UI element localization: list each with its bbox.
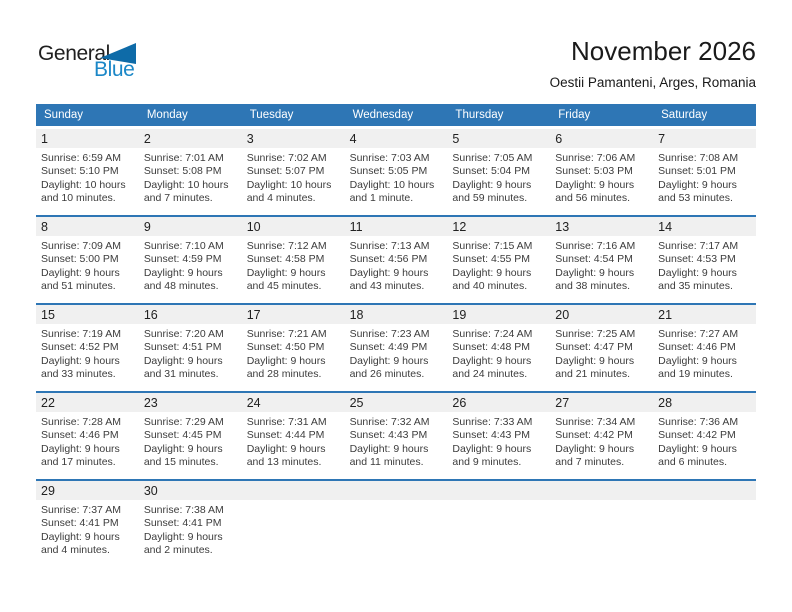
day-details (242, 500, 345, 504)
day-detail-line: Daylight: 9 hours (452, 266, 532, 279)
day-detail-line: and 45 minutes. (246, 279, 322, 292)
day-cell (345, 217, 448, 303)
day-detail-line: Daylight: 9 hours (452, 442, 532, 455)
day-detail-line: and 28 minutes. (246, 367, 322, 380)
day-header-cell: Sunday (44, 109, 84, 121)
day-detail-line: Daylight: 10 hours (41, 178, 126, 191)
day-detail-line: Sunset: 4:54 PM (555, 253, 633, 266)
day-cell (139, 393, 242, 479)
day-detail-line: and 35 minutes. (658, 279, 733, 292)
day-detail-line: and 26 minutes. (349, 367, 425, 380)
day-detail-line: and 7 minutes. (143, 191, 213, 204)
day-header-cell: Wednesday (352, 109, 414, 121)
day-number: 15 (36, 305, 139, 324)
day-detail-line: Sunrise: 7:34 AM (555, 416, 636, 428)
day-details (447, 324, 550, 381)
day-detail-line: Sunset: 4:47 PM (555, 341, 633, 354)
day-detail-line: Sunrise: 7:13 AM (349, 240, 430, 252)
week-row (36, 303, 756, 391)
day-detail-line: and 11 minutes. (349, 455, 424, 468)
day-number: 16 (139, 305, 242, 324)
day-detail-line: Sunset: 4:50 PM (246, 341, 325, 354)
day-details (653, 236, 756, 293)
day-details (345, 500, 448, 504)
day-detail-line: Daylight: 9 hours (246, 442, 326, 455)
day-detail-line: and 51 minutes. (41, 279, 116, 292)
day-cell (36, 217, 139, 303)
day-number: 5 (447, 129, 550, 148)
day-number: 6 (550, 129, 653, 148)
day-detail-line: Sunrise: 7:06 AM (555, 152, 636, 164)
day-number (653, 481, 756, 500)
day-detail-line: Sunset: 4:58 PM (246, 253, 325, 266)
page-subtitle: Oestii Pamanteni, Arges, Romania (549, 75, 756, 90)
day-detail-line: and 53 minutes. (658, 191, 733, 204)
week-row (36, 391, 756, 479)
day-detail-line: Sunset: 5:05 PM (349, 165, 428, 178)
day-detail-line: Sunset: 4:51 PM (143, 341, 222, 354)
day-cell (36, 305, 139, 391)
day-detail-line: Daylight: 9 hours (349, 442, 429, 455)
day-detail-line: and 17 minutes. (41, 455, 116, 468)
day-number: 23 (139, 393, 242, 412)
day-details (653, 500, 756, 504)
day-number: 24 (242, 393, 345, 412)
day-detail-line: and 13 minutes. (246, 455, 322, 468)
day-detail-line: Sunset: 4:53 PM (658, 253, 736, 266)
day-header-cell: Tuesday (249, 109, 294, 121)
day-detail-line: and 4 minutes. (41, 543, 110, 555)
day-number: 26 (447, 393, 550, 412)
day-number (242, 481, 345, 500)
day-detail-line: Daylight: 10 hours (143, 178, 229, 191)
week-row (36, 479, 756, 555)
day-number: 3 (242, 129, 345, 148)
day-detail-line: Sunrise: 7:19 AM (41, 328, 121, 340)
day-cell (550, 129, 653, 215)
day-detail-line: Sunset: 4:43 PM (452, 429, 531, 442)
day-details (447, 500, 550, 504)
day-detail-line: and 9 minutes. (452, 455, 522, 468)
day-details (36, 324, 139, 381)
day-cell (242, 481, 345, 555)
day-number: 20 (550, 305, 653, 324)
day-details (139, 148, 242, 205)
day-detail-line: Sunset: 4:44 PM (246, 429, 325, 442)
day-detail-line: and 1 minute. (349, 191, 414, 204)
day-details (653, 412, 756, 469)
day-header-cell: Saturday (661, 109, 708, 121)
day-details (550, 236, 653, 293)
logo-text-blue: Blue (94, 58, 135, 81)
day-cell (242, 217, 345, 303)
day-detail-line: and 59 minutes. (452, 191, 528, 204)
day-detail-line: Sunset: 4:56 PM (349, 253, 428, 266)
day-details (447, 236, 550, 293)
day-cell (447, 393, 550, 479)
day-detail-line: Daylight: 9 hours (555, 442, 635, 455)
day-detail-line: Daylight: 9 hours (658, 442, 737, 455)
day-detail-line: Sunset: 4:43 PM (349, 429, 428, 442)
day-detail-line: Sunrise: 7:16 AM (555, 240, 636, 252)
day-details (447, 148, 550, 205)
day-details (653, 148, 756, 205)
day-detail-line: and 2 minutes. (143, 543, 213, 555)
day-detail-line: Sunrise: 7:17 AM (658, 240, 739, 252)
day-detail-line: Sunset: 5:08 PM (143, 165, 222, 178)
day-detail-line: Sunrise: 7:32 AM (349, 416, 430, 428)
day-detail-line: Sunrise: 7:10 AM (143, 240, 224, 252)
day-detail-line: Daylight: 9 hours (555, 178, 635, 191)
day-detail-line: Sunrise: 7:28 AM (41, 416, 121, 428)
day-detail-line: Daylight: 9 hours (41, 530, 120, 543)
day-header-cell: Thursday (455, 109, 504, 121)
day-detail-line: Sunset: 4:45 PM (143, 429, 222, 442)
day-header-cell: Friday (558, 109, 591, 121)
day-detail-line: Sunrise: 7:03 AM (349, 152, 430, 164)
day-details (242, 148, 345, 205)
day-number: 10 (242, 217, 345, 236)
day-cell (653, 129, 756, 215)
day-detail-line: Daylight: 9 hours (246, 266, 326, 279)
day-detail-line: Sunset: 4:41 PM (41, 517, 119, 530)
day-detail-line: Sunrise: 7:02 AM (246, 152, 327, 164)
day-detail-line: Sunset: 4:55 PM (452, 253, 531, 266)
day-number: 7 (653, 129, 756, 148)
day-cell (653, 217, 756, 303)
day-detail-line: Sunset: 5:03 PM (555, 165, 633, 178)
day-detail-line: Daylight: 10 hours (349, 178, 435, 191)
day-detail-line: Sunset: 4:59 PM (143, 253, 222, 266)
day-detail-line: and 38 minutes. (555, 279, 630, 292)
day-detail-line: Daylight: 9 hours (41, 442, 120, 455)
day-detail-line: Daylight: 9 hours (555, 266, 635, 279)
day-cell (653, 393, 756, 479)
day-cell (139, 481, 242, 555)
day-detail-line: Sunset: 5:04 PM (452, 165, 531, 178)
day-detail-line: Sunset: 5:10 PM (41, 165, 119, 178)
day-number (550, 481, 653, 500)
day-cell (345, 129, 448, 215)
day-number: 12 (447, 217, 550, 236)
day-detail-line: Sunrise: 7:01 AM (143, 152, 224, 164)
day-detail-line: Sunrise: 6:59 AM (41, 152, 121, 164)
day-details (653, 324, 756, 381)
day-detail-line: Sunrise: 7:09 AM (41, 240, 121, 252)
day-detail-line: Sunrise: 7:36 AM (658, 416, 739, 428)
day-detail-line: and 43 minutes. (349, 279, 425, 292)
day-detail-line: and 19 minutes. (658, 367, 733, 380)
general-blue-logo (38, 42, 158, 88)
day-detail-line: Sunrise: 7:38 AM (143, 504, 224, 516)
day-detail-line: Sunrise: 7:08 AM (658, 152, 739, 164)
day-detail-line: Daylight: 9 hours (143, 442, 223, 455)
day-cell (447, 129, 550, 215)
day-number (345, 481, 448, 500)
day-detail-line: Sunrise: 7:27 AM (658, 328, 739, 340)
day-detail-line: Sunrise: 7:24 AM (452, 328, 533, 340)
day-number: 30 (139, 481, 242, 500)
day-details (139, 412, 242, 469)
day-number: 2 (139, 129, 242, 148)
day-details (550, 500, 653, 504)
day-details (242, 324, 345, 381)
day-detail-line: Sunrise: 7:31 AM (246, 416, 327, 428)
day-details (345, 148, 448, 205)
day-details (345, 236, 448, 293)
day-details (139, 500, 242, 555)
day-cell (447, 217, 550, 303)
day-details (36, 236, 139, 293)
day-number: 27 (550, 393, 653, 412)
day-detail-line: Daylight: 9 hours (143, 266, 223, 279)
day-details (242, 236, 345, 293)
day-detail-line: Daylight: 9 hours (658, 266, 737, 279)
day-detail-line: Sunset: 4:41 PM (143, 517, 222, 530)
day-number: 11 (345, 217, 448, 236)
week-row (36, 129, 756, 215)
day-number: 22 (36, 393, 139, 412)
day-number: 19 (447, 305, 550, 324)
day-details (550, 412, 653, 469)
day-details (36, 500, 139, 555)
day-detail-line: Daylight: 9 hours (555, 354, 635, 367)
day-number: 28 (653, 393, 756, 412)
day-detail-line: and 10 minutes. (41, 191, 116, 204)
day-header-cell: Monday (146, 109, 188, 121)
day-cell (345, 481, 448, 555)
day-detail-line: Sunset: 4:46 PM (41, 429, 119, 442)
day-detail-line: Sunrise: 7:37 AM (41, 504, 121, 516)
day-number: 17 (242, 305, 345, 324)
day-cell (36, 393, 139, 479)
day-details (550, 324, 653, 381)
day-detail-line: Sunrise: 7:23 AM (349, 328, 430, 340)
day-number: 18 (345, 305, 448, 324)
day-detail-line: Daylight: 9 hours (452, 354, 532, 367)
day-details (139, 324, 242, 381)
day-number: 29 (36, 481, 139, 500)
day-detail-line: and 7 minutes. (555, 455, 625, 468)
day-detail-line: Daylight: 9 hours (143, 354, 223, 367)
day-cell (550, 217, 653, 303)
day-number: 25 (345, 393, 448, 412)
day-detail-line: and 4 minutes. (246, 191, 316, 204)
day-detail-line: and 15 minutes. (143, 455, 219, 468)
week-row (36, 215, 756, 303)
day-details (242, 412, 345, 469)
day-detail-line: Sunrise: 7:20 AM (143, 328, 224, 340)
day-detail-line: Sunrise: 7:05 AM (452, 152, 533, 164)
day-detail-line: and 6 minutes. (658, 455, 728, 468)
day-detail-line: and 33 minutes. (41, 367, 116, 380)
day-detail-line: Sunset: 4:49 PM (349, 341, 428, 354)
day-detail-line: Sunset: 5:00 PM (41, 253, 119, 266)
day-cell (550, 481, 653, 555)
day-detail-line: Sunrise: 7:15 AM (452, 240, 533, 252)
day-detail-line: Daylight: 9 hours (41, 354, 120, 367)
day-cell (653, 305, 756, 391)
day-detail-line: Sunrise: 7:12 AM (246, 240, 327, 252)
day-number: 13 (550, 217, 653, 236)
day-cell (36, 481, 139, 555)
day-cell (242, 393, 345, 479)
day-detail-line: Sunset: 4:52 PM (41, 341, 119, 354)
day-cell (139, 305, 242, 391)
day-detail-line: Daylight: 9 hours (41, 266, 120, 279)
day-cell (653, 481, 756, 555)
day-detail-line: Sunset: 5:07 PM (246, 165, 325, 178)
day-detail-line: Daylight: 9 hours (658, 354, 737, 367)
calendar-weeks (36, 129, 756, 555)
day-number (447, 481, 550, 500)
day-cell (242, 305, 345, 391)
day-detail-line: and 40 minutes. (452, 279, 528, 292)
day-details (139, 236, 242, 293)
day-cell (345, 305, 448, 391)
day-details (550, 148, 653, 205)
day-detail-line: Daylight: 10 hours (246, 178, 332, 191)
day-cell (242, 129, 345, 215)
day-cell (345, 393, 448, 479)
day-number: 8 (36, 217, 139, 236)
day-detail-line: Sunset: 4:42 PM (658, 429, 736, 442)
calendar-table (36, 104, 756, 555)
day-detail-line: and 56 minutes. (555, 191, 630, 204)
day-detail-line: Sunset: 4:46 PM (658, 341, 736, 354)
day-details (447, 412, 550, 469)
day-detail-line: Daylight: 9 hours (349, 354, 429, 367)
day-details (36, 412, 139, 469)
day-cell (139, 129, 242, 215)
day-detail-line: and 21 minutes. (555, 367, 630, 380)
day-detail-line: Daylight: 9 hours (452, 178, 532, 191)
day-number: 4 (345, 129, 448, 148)
day-number: 21 (653, 305, 756, 324)
day-detail-line: Sunrise: 7:25 AM (555, 328, 636, 340)
day-detail-line: Daylight: 9 hours (143, 530, 223, 543)
day-detail-line: Sunrise: 7:29 AM (143, 416, 224, 428)
day-number: 9 (139, 217, 242, 236)
day-detail-line: Sunrise: 7:33 AM (452, 416, 533, 428)
day-detail-line: Sunset: 4:42 PM (555, 429, 633, 442)
day-detail-line: Sunrise: 7:21 AM (246, 328, 327, 340)
day-details (36, 148, 139, 205)
day-detail-line: Daylight: 9 hours (658, 178, 737, 191)
day-detail-line: Sunset: 5:01 PM (658, 165, 736, 178)
day-cell (447, 481, 550, 555)
day-cell (550, 393, 653, 479)
page-title: November 2026 (571, 36, 756, 66)
day-detail-line: and 48 minutes. (143, 279, 219, 292)
day-header-row (36, 104, 756, 126)
day-number: 1 (36, 129, 139, 148)
day-number: 14 (653, 217, 756, 236)
header-titles (550, 36, 756, 90)
day-detail-line: and 24 minutes. (452, 367, 528, 380)
day-cell (550, 305, 653, 391)
day-cell (447, 305, 550, 391)
day-details (345, 324, 448, 381)
day-details (345, 412, 448, 469)
day-detail-line: Sunset: 4:48 PM (452, 341, 531, 354)
logo-text-general: General (38, 42, 110, 65)
day-cell (36, 129, 139, 215)
day-detail-line: Daylight: 9 hours (246, 354, 326, 367)
day-detail-line: Daylight: 9 hours (349, 266, 429, 279)
day-cell (139, 217, 242, 303)
day-detail-line: and 31 minutes. (143, 367, 219, 380)
